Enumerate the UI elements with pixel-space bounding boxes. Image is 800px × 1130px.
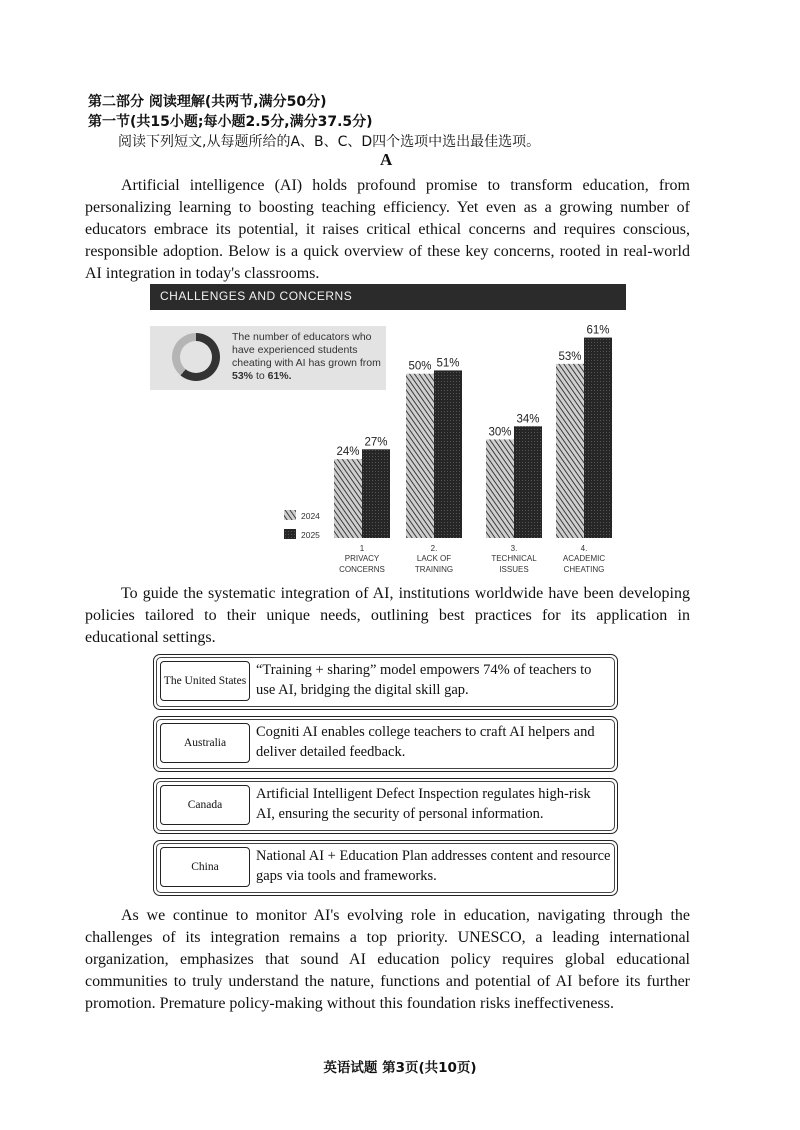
bar-2025 xyxy=(362,449,390,538)
callout-to-value: 61%. xyxy=(267,370,292,382)
data-label: 61% xyxy=(586,324,610,337)
tick-label: LACK OF xyxy=(416,554,452,563)
bar-2025 xyxy=(514,426,542,538)
chart-title-banner xyxy=(150,284,626,310)
callout-connector: to xyxy=(255,370,265,382)
legend-label: 2024 xyxy=(301,511,320,521)
paragraph-policies: To guide the systematic integration of AI, institutions worldwide have been developing policies tailored to their unique needs, outlining best practices for its application in educational settings. xyxy=(85,585,690,646)
bar-2024 xyxy=(556,364,584,538)
bar-2024 xyxy=(334,459,362,538)
policy-box xyxy=(153,716,618,772)
callout-main: The number of educators who have experienced students cheating with AI has grown from xyxy=(232,331,381,369)
tick-label: ACADEMIC xyxy=(562,554,606,563)
policy-country: Canada xyxy=(160,785,250,825)
tick-label: TRAINING xyxy=(414,565,454,574)
bar-2025 xyxy=(584,338,612,538)
data-label: 53% xyxy=(558,350,582,363)
legend-swatch-2024 xyxy=(284,510,296,520)
data-label: 27% xyxy=(364,436,388,449)
tick-number: 4. xyxy=(580,544,588,553)
bar-2024 xyxy=(406,374,434,538)
tick-label: CHEATING xyxy=(563,565,605,574)
tick-number: 3. xyxy=(510,544,518,553)
policy-box xyxy=(153,778,618,834)
policy-box xyxy=(153,654,618,710)
tick-label: PRIVACY xyxy=(344,554,380,563)
donut-ring-icon xyxy=(172,333,220,381)
policy-country: Australia xyxy=(160,723,250,763)
callout-from-value: 53% xyxy=(232,370,254,382)
legend-label: 2025 xyxy=(301,530,320,540)
tick-label: ISSUES xyxy=(499,565,529,574)
bar-2024 xyxy=(486,439,514,538)
policy-description: Cogniti AI enables college teachers to craft AI helpers and deliver detailed feedback. xyxy=(256,724,595,760)
data-label: 51% xyxy=(436,357,460,370)
page-footer: 英语试题 第3页(共10页) xyxy=(323,1060,477,1076)
tick-label: CONCERNS xyxy=(339,565,385,574)
data-label: 34% xyxy=(516,413,540,426)
data-label: 24% xyxy=(336,446,360,459)
paragraph-intro: Artificial intelligence (AI) holds profound promise to transform education, from personalizing learning to boosting teaching efficiency. Yet even as a growing number of educators embrace its potential, it raises critical ethical concerns and requires conscious, responsible adoption. Below is a quick overview of these key concerns, rooted in real-world AI integration in today's classrooms. xyxy=(85,177,690,282)
policy-country: China xyxy=(160,847,250,887)
tick-number: 1 xyxy=(359,544,365,553)
paragraph-conclusion: As we continue to monitor AI's evolving role in education, navigating through the challenges of its integration remains a top priority. UNESCO, a leading international organization, emphasizes that sound AI education policy requires global educational communities to truly understand the nature, functions and potential of AI before its further promotion. Premature policy-making without this foundation risks ineffectiveness. xyxy=(85,907,690,1012)
policy-box xyxy=(153,840,618,896)
tick-number: 2. xyxy=(430,544,438,553)
policy-description: Artificial Intelligent Defect Inspection regulates high-risk AI, ensuring the security of personal information. xyxy=(256,786,591,822)
data-label: 50% xyxy=(408,360,432,373)
chart-title: CHALLENGES AND CONCERNS xyxy=(160,289,353,303)
data-label: 30% xyxy=(488,426,512,439)
passage-letter: A xyxy=(380,150,393,169)
policy-description: National AI + Education Plan addresses content and resource gaps via tools and frameworks. xyxy=(256,848,611,884)
section-title: 第一节(共15小题;每小题2.5分,满分37.5分) xyxy=(88,114,373,130)
tick-label: TECHNICAL xyxy=(491,554,537,563)
instruction-text: 阅读下列短文,从每题所给的A、B、C、D四个选项中选出最佳选项。 xyxy=(118,134,541,150)
policy-description: “Training + sharing” model empowers 74% of teachers to use AI, bridging the digital skill gap. xyxy=(256,662,592,698)
bar-2025 xyxy=(434,370,462,538)
part-title: 第二部分 阅读理解(共两节,满分50分) xyxy=(88,94,327,110)
policy-country: The United States xyxy=(160,661,250,701)
legend-swatch-2025 xyxy=(284,529,296,539)
bar-chart xyxy=(267,315,630,580)
